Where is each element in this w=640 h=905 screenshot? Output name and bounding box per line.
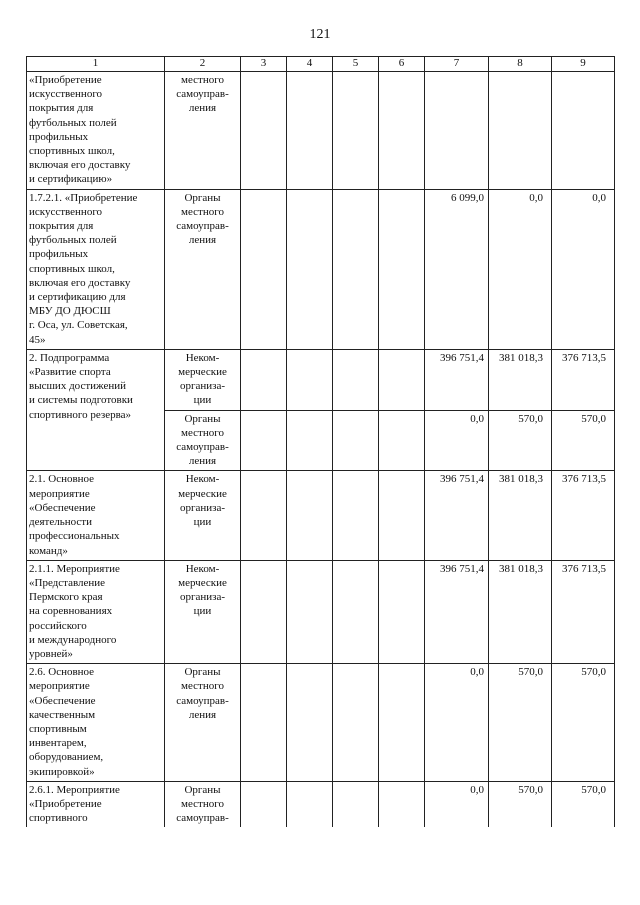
activity-name-line: «Приобретение <box>29 797 102 810</box>
executor-line: мерческие <box>178 576 227 589</box>
activity-name-line: и системы подготовки <box>29 394 133 407</box>
activity-name-line: и международного <box>29 633 117 646</box>
executor-line: ции <box>193 605 212 618</box>
activity-name-line: профессиональных <box>29 530 120 543</box>
activity-name-line: МБУ ДО ДЮСШ <box>29 305 111 318</box>
activity-name-line: 45» <box>29 333 46 346</box>
activity-name-line: искусственного <box>29 205 103 218</box>
value-cell-col7: 396 751,4 <box>425 471 489 560</box>
executor-line: организа- <box>179 501 226 514</box>
activity-name-line: искусственного <box>29 88 103 101</box>
executor-cell <box>165 72 241 190</box>
executor-cell <box>165 189 241 349</box>
empty-cell <box>379 560 425 663</box>
executor-line: организа- <box>179 380 226 393</box>
activity-name-line: уровней» <box>29 647 73 660</box>
empty-cell <box>287 471 333 560</box>
empty-cell <box>287 72 333 190</box>
value-cell-col7: 396 751,4 <box>425 560 489 663</box>
empty-cell <box>379 189 425 349</box>
activity-name-line: «Обеспечение <box>29 501 96 514</box>
executor-cell <box>165 560 241 663</box>
activity-name-line: покрытия для <box>29 102 94 115</box>
executor-line: местного <box>181 205 224 218</box>
activity-name-line: спортивным <box>29 722 87 735</box>
activity-name-line: «Развитие спорта <box>29 366 111 379</box>
activity-name-cell <box>27 189 165 349</box>
activity-name-line: 2.6.1. Мероприятие <box>29 783 120 796</box>
value-cell-col8: 381 018,3 <box>489 560 552 663</box>
header-cell-4: 4 <box>287 57 333 72</box>
activity-name-line: футбольных полей <box>29 234 117 247</box>
value-cell-col8: 0,0 <box>489 189 552 349</box>
value-cell-col7: 396 751,4 <box>425 349 489 410</box>
header-cell-7: 7 <box>425 57 489 72</box>
empty-cell <box>241 560 287 663</box>
executor-line: самоуправ- <box>176 88 229 101</box>
activity-name-line: инвентарем, <box>29 737 87 750</box>
activity-name-line: экипировкой» <box>29 765 95 778</box>
activity-name-line: 2. Подпрограмма <box>29 351 110 364</box>
activity-name-cell <box>27 349 165 471</box>
value-cell-col7: 0,0 <box>425 664 489 782</box>
empty-cell <box>379 72 425 190</box>
activity-name-line: профильных <box>29 248 89 261</box>
empty-cell <box>333 560 379 663</box>
executor-line: местного <box>181 426 224 439</box>
table-row <box>27 471 615 560</box>
activity-name-line: 2.1.1. Мероприятие <box>29 562 120 575</box>
executor-line: Неком- <box>185 351 220 364</box>
empty-cell <box>241 664 287 782</box>
executor-line: ления <box>188 102 217 115</box>
value-cell-col7: 6 099,0 <box>425 189 489 349</box>
value-cell-col7: 0,0 <box>425 410 489 471</box>
empty-cell <box>333 664 379 782</box>
table-row <box>27 781 615 827</box>
empty-cell <box>379 664 425 782</box>
executor-line: Неком- <box>185 473 220 486</box>
activity-name-line: г. Оса, ул. Советская, <box>29 319 128 332</box>
empty-cell <box>287 664 333 782</box>
empty-cell <box>379 349 425 410</box>
executor-line: ции <box>193 394 212 407</box>
value-cell-col7 <box>425 72 489 190</box>
activity-name-line: спортивных школ, <box>29 262 115 275</box>
executor-line: ления <box>188 234 217 247</box>
activity-name-cell <box>27 560 165 663</box>
header-cell-1: 1 <box>27 57 165 72</box>
empty-cell <box>333 189 379 349</box>
empty-cell <box>333 410 379 471</box>
value-cell-col7: 0,0 <box>425 781 489 827</box>
activity-name-line: включая его доставку <box>29 159 131 172</box>
header-cell-6: 6 <box>379 57 425 72</box>
table-row <box>27 560 615 663</box>
value-cell-col8: 570,0 <box>489 781 552 827</box>
activity-name-line: высших достижений <box>29 380 127 393</box>
activity-name-line: качественным <box>29 708 96 721</box>
empty-cell <box>287 781 333 827</box>
value-cell-col8: 570,0 <box>489 410 552 471</box>
table-body <box>27 57 615 828</box>
executor-line: Органы <box>184 666 221 679</box>
activity-name-line: на соревнованиях <box>29 605 113 618</box>
executor-line: местного <box>181 680 224 693</box>
executor-cell <box>165 781 241 827</box>
executor-line: Органы <box>184 783 221 796</box>
activity-name-line: мероприятие <box>29 487 90 500</box>
executor-line: ции <box>193 516 212 529</box>
table-row <box>27 189 615 349</box>
executor-line: Органы <box>184 412 221 425</box>
empty-cell <box>287 560 333 663</box>
activity-name-cell <box>27 72 165 190</box>
empty-cell <box>287 349 333 410</box>
activity-name-line: «Представление <box>29 576 106 589</box>
empty-cell <box>379 781 425 827</box>
executor-cell <box>165 471 241 560</box>
activity-name-line: спортивного резерва» <box>29 408 132 421</box>
value-cell-col9: 0,0 <box>552 189 615 349</box>
table-row <box>27 72 615 190</box>
header-cell-2: 2 <box>165 57 241 72</box>
empty-cell <box>241 72 287 190</box>
activity-name-line: оборудованием, <box>29 751 104 764</box>
header-cell-8: 8 <box>489 57 552 72</box>
header-cell-9: 9 <box>552 57 615 72</box>
empty-cell <box>241 471 287 560</box>
empty-cell <box>379 471 425 560</box>
executor-line: Неком- <box>185 562 220 575</box>
executor-line: ления <box>188 708 217 721</box>
value-cell-col8: 381 018,3 <box>489 471 552 560</box>
executor-line: мерческие <box>178 487 227 500</box>
executor-cell <box>165 349 241 410</box>
value-cell-col9: 570,0 <box>552 410 615 471</box>
empty-cell <box>241 349 287 410</box>
empty-cell <box>287 189 333 349</box>
activity-name-cell <box>27 471 165 560</box>
header-row <box>27 57 615 72</box>
value-cell-col9: 570,0 <box>552 664 615 782</box>
activity-name-line: покрытия для <box>29 220 94 233</box>
empty-cell <box>333 72 379 190</box>
value-cell-col8: 381 018,3 <box>489 349 552 410</box>
empty-cell <box>379 410 425 471</box>
executor-line: самоуправ- <box>176 812 229 825</box>
table-row <box>27 349 615 410</box>
empty-cell <box>241 410 287 471</box>
activity-name-cell <box>27 664 165 782</box>
table-row <box>27 664 615 782</box>
executor-cell <box>165 410 241 471</box>
activity-name-line: «Обеспечение <box>29 694 96 707</box>
page-number: 121 <box>309 27 331 42</box>
empty-cell <box>241 189 287 349</box>
executor-line: самоуправ- <box>176 441 229 454</box>
value-cell-col8 <box>489 72 552 190</box>
header-cell-3: 3 <box>241 57 287 72</box>
empty-cell <box>287 410 333 471</box>
activity-name-cell <box>27 781 165 827</box>
empty-cell <box>333 349 379 410</box>
budget-table <box>26 56 615 827</box>
empty-cell <box>333 471 379 560</box>
executor-line: самоуправ- <box>176 694 229 707</box>
activity-name-line: футбольных полей <box>29 116 117 129</box>
activity-name-line: российского <box>29 619 87 632</box>
activity-name-line: 2.1. Основное <box>29 473 95 486</box>
value-cell-col9: 376 713,5 <box>552 560 615 663</box>
value-cell-col9: 376 713,5 <box>552 349 615 410</box>
executor-line: мерческие <box>178 366 227 379</box>
value-cell-col8: 570,0 <box>489 664 552 782</box>
executor-cell <box>165 664 241 782</box>
activity-name-line: Пермского края <box>29 591 103 604</box>
activity-name-line: 1.7.2.1. «Приобретение <box>29 191 138 204</box>
executor-line: организа- <box>179 591 226 604</box>
empty-cell <box>333 781 379 827</box>
value-cell-col9: 376 713,5 <box>552 471 615 560</box>
activity-name-line: и сертификацию для <box>29 291 126 304</box>
activity-name-line: профильных <box>29 130 89 143</box>
executor-line: самоуправ- <box>176 220 229 233</box>
value-cell-col9: 570,0 <box>552 781 615 827</box>
executor-line: местного <box>181 797 224 810</box>
activity-name-line: включая его доставку <box>29 276 131 289</box>
activity-name-line: мероприятие <box>29 680 90 693</box>
value-cell-col9 <box>552 72 615 190</box>
header-cell-5: 5 <box>333 57 379 72</box>
activity-name-line: и сертификацию» <box>29 173 113 186</box>
activity-name-line: 2.6. Основное <box>29 666 95 679</box>
executor-line: ления <box>188 455 217 468</box>
executor-line: Органы <box>184 191 221 204</box>
empty-cell <box>241 781 287 827</box>
activity-name-line: команд» <box>29 544 68 557</box>
activity-name-line: спортивного <box>29 812 88 825</box>
executor-line: местного <box>181 74 224 86</box>
activity-name-line: деятельности <box>29 516 92 529</box>
activity-name-line: «Приобретение <box>29 74 102 86</box>
activity-name-line: спортивных школ, <box>29 145 115 158</box>
